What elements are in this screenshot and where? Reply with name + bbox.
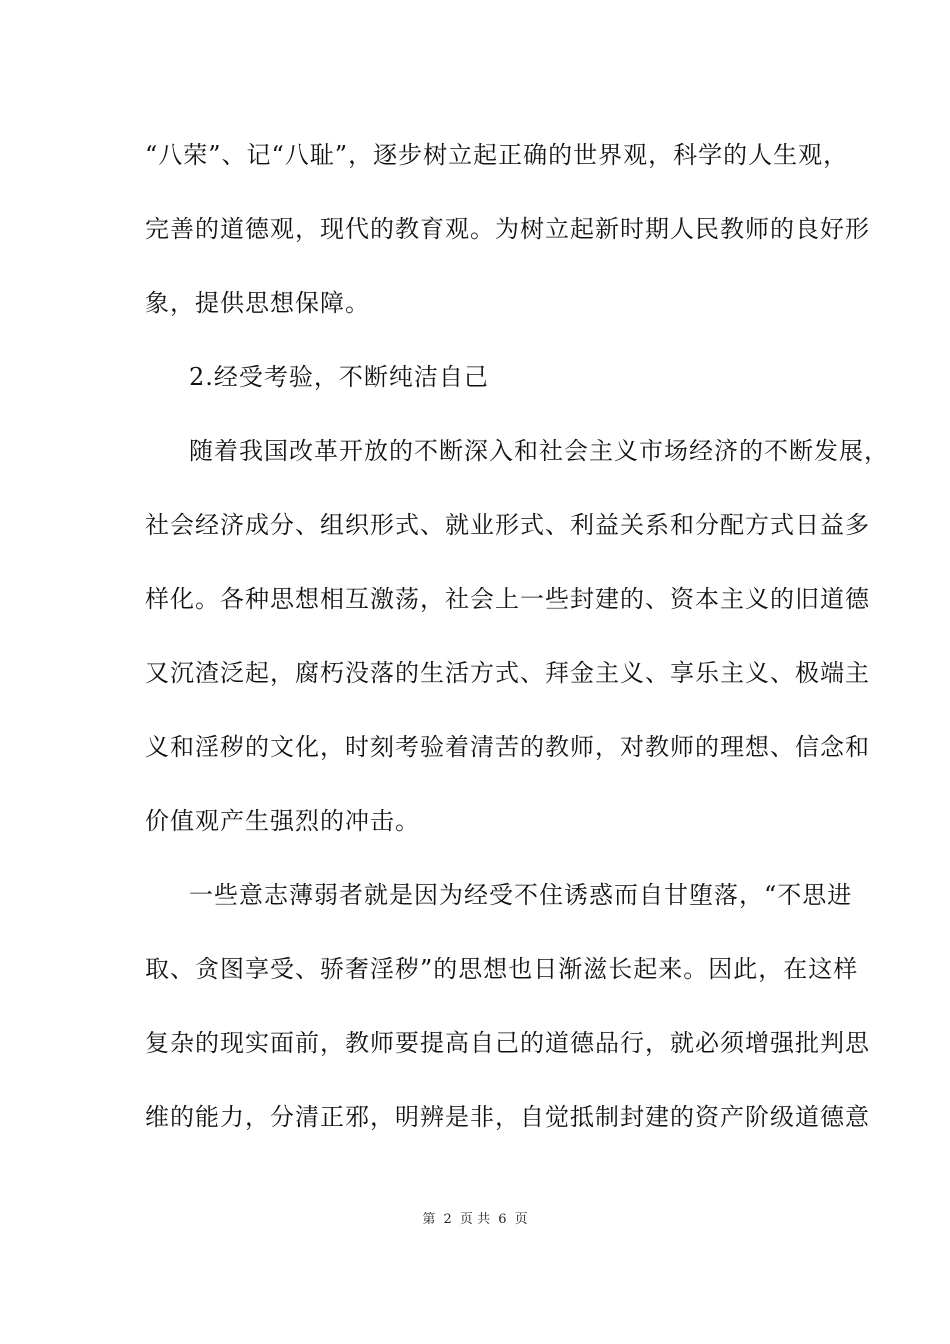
paragraph-line: 复杂的现实面前，教师要提高自己的道德品行，就必须增强批判思 <box>145 1029 870 1057</box>
paragraph-line: 随着我国改革开放的不断深入和社会主义市场经济的不断发展， <box>189 437 889 465</box>
paragraph-line: “八荣”、记“八耻”，逐步树立起正确的世界观，科学的人生观， <box>145 141 849 169</box>
footer-mid: 页 共 <box>459 1212 491 1227</box>
paragraph-line: 价值观产生强烈的冲击。 <box>145 807 420 835</box>
paragraph-line: 维的能力，分清正邪，明辨是非，自觉抵制封建的资产阶级道德意 <box>145 1103 870 1131</box>
paragraph-line: 完善的道德观，现代的教育观。为树立起新时期人民教师的良好形 <box>145 215 870 243</box>
page-footer <box>0 1208 950 1227</box>
paragraph-line: 取、贪图享受、骄奢淫秽”的思想也日渐滋长起来。因此，在这样 <box>145 955 859 983</box>
footer-prefix: 第 <box>422 1212 436 1227</box>
paragraph-line: 样化。各种思想相互激荡，社会上一些封建的、资本主义的旧道德 <box>145 585 870 613</box>
paragraph-line: 象，提供思想保障。 <box>145 289 370 317</box>
paragraph-line: 又沉渣泛起，腐朽没落的生活方式、拜金主义、享乐主义、极端主 <box>145 659 870 687</box>
paragraph-line: 义和淫秽的文化，时刻考验着清苦的教师，对教师的理想、信念和 <box>145 733 870 761</box>
footer-page-number: 2 <box>443 1212 452 1227</box>
footer-suffix: 页 <box>514 1212 528 1227</box>
paragraph-line: 社会经济成分、组织形式、就业形式、利益关系和分配方式日益多 <box>145 511 870 539</box>
footer-total-pages: 6 <box>498 1212 507 1227</box>
paragraph-line: 一些意志薄弱者就是因为经受不住诱惑而自甘堕落，“不思进 <box>189 881 853 909</box>
section-heading: 2.经受考验，不断纯洁自己 <box>189 363 489 391</box>
